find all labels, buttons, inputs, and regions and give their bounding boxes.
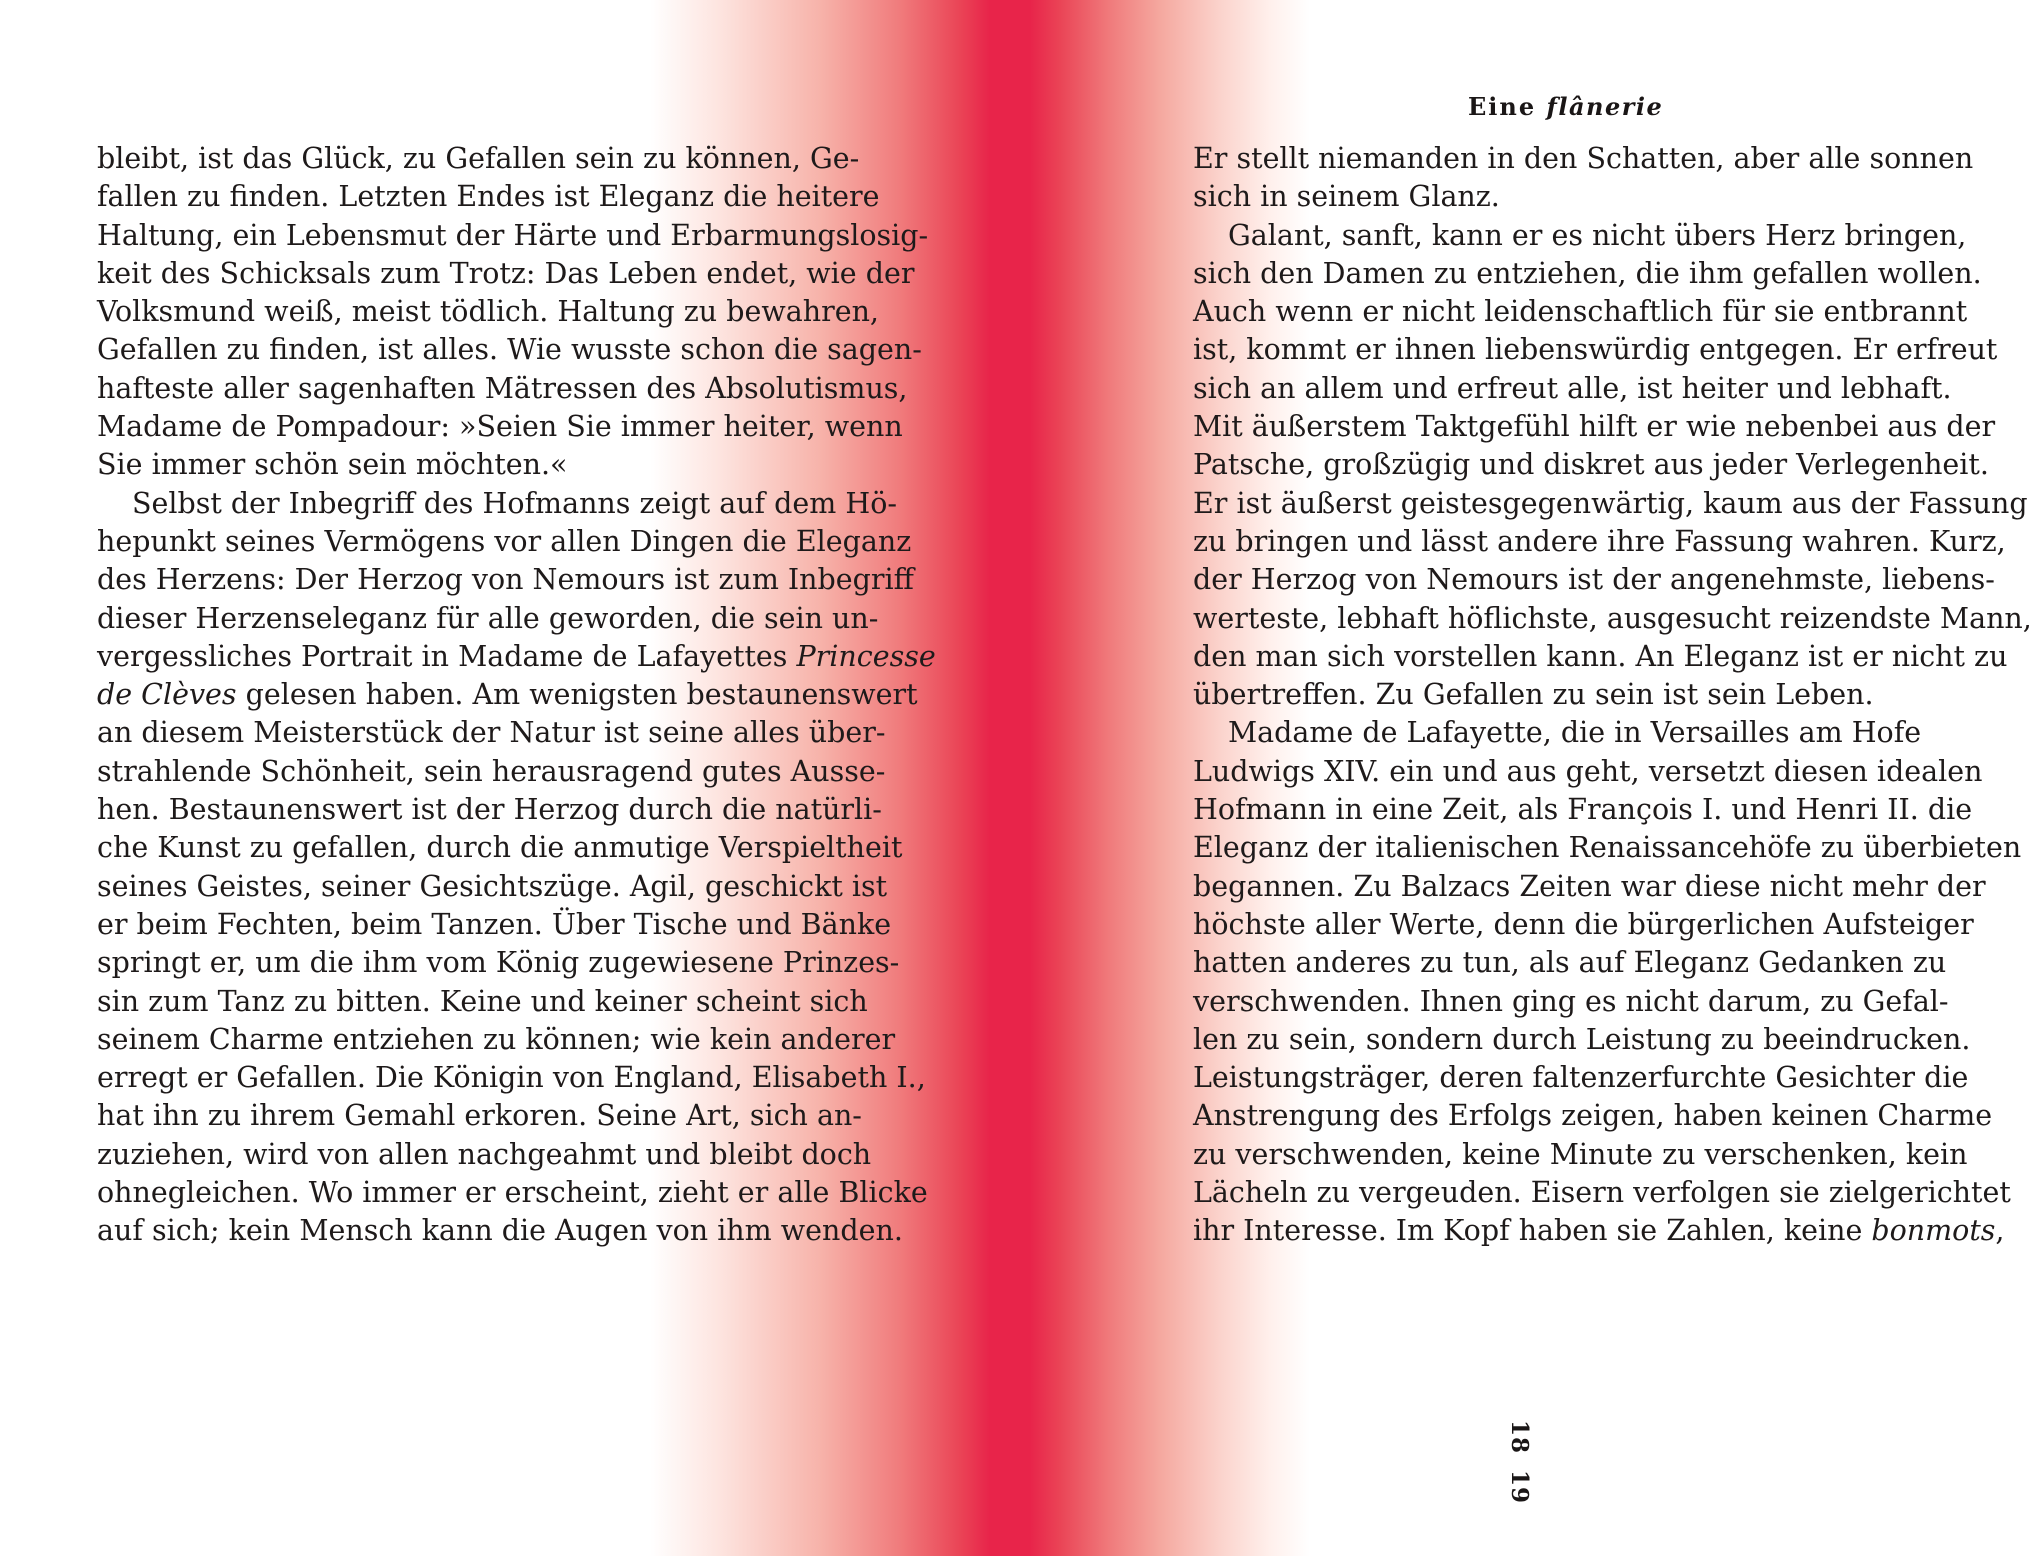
text-line: den man sich vorstellen kann. An Eleganz ist er nicht zu <box>1193 639 2008 673</box>
text-line: hat ihn zu ihrem Gemahl erkoren. Seine Art, sich an- <box>97 1099 862 1133</box>
text-line: Lächeln zu vergeuden. Eisern verfolgen sie zielgerichtet <box>1193 1176 2011 1210</box>
text-line: fallen zu finden. Letzten Endes ist Eleganz die heitere <box>97 180 880 214</box>
page-number-right: 19 <box>1506 1470 1533 1505</box>
text-line: zuziehen, wird von allen nachgeahmt und bleibt doch <box>97 1137 872 1171</box>
text-line: übertreffen. Zu Gefallen zu sein ist sein Leben. <box>1193 678 1874 712</box>
left-page-text <box>97 140 936 1251</box>
running-head-italic: flânerie <box>1546 92 1664 121</box>
page-number-left: 18 <box>1506 1420 1533 1455</box>
text-line: che Kunst zu gefallen, durch die anmutige Verspieltheit <box>97 831 903 865</box>
text-line: Er ist äußerst geistesgegenwärtig, kaum aus der Fassung <box>1193 486 2028 520</box>
text-line: Madame de Lafayette, die in Versailles am Hofe <box>1228 716 1922 750</box>
text-line: hepunkt seines Vermögens vor allen Dingen die Eleganz <box>97 524 912 558</box>
text-line: springt er, um die ihm vom König zugewiesene Prinzes- <box>97 946 900 980</box>
text-line: sin zum Tanz zu bitten. Keine und keiner scheint sich <box>97 984 868 1018</box>
text-line: Selbst der Inbegriff des Hofmanns zeigt auf dem Hö- <box>132 486 898 520</box>
text-line: Leistungsträger, deren faltenzerfurchte Gesichter die <box>1193 1061 1969 1095</box>
text-line: Anstrengung des Erfolgs zeigen, haben keinen Charme <box>1193 1099 1993 1133</box>
text-line: Sie immer schön sein möchten.« <box>97 448 568 482</box>
text-line: sich an allem und erfreut alle, ist heiter und lebhaft. <box>1193 371 1952 405</box>
text-line: Patsche, großzügig und diskret aus jeder Verlegenheit. <box>1193 448 1989 482</box>
text-line: sich in seinem Glanz. <box>1193 180 1500 214</box>
text-line: begannen. Zu Balzacs Zeiten war diese nicht mehr der <box>1193 869 1986 903</box>
text-line: Auch wenn er nicht leidenschaftlich für sie entbrannt <box>1193 295 1968 329</box>
text-line: verschwenden. Ihnen ging es nicht darum, zu Gefal- <box>1193 984 1949 1018</box>
text-line: seines Geistes, seiner Gesichtszüge. Agil, geschickt ist <box>97 869 888 903</box>
text-line: höchste aller Werte, denn die bürgerlichen Aufsteiger <box>1193 907 1974 941</box>
text-line: seinem Charme entziehen zu können; wie kein anderer <box>97 1022 896 1056</box>
text-line: vergessliches Portrait in Madame de Lafayettes Princesse <box>97 639 936 673</box>
text-line: Gefallen zu finden, ist alles. Wie wusste schon die sagen- <box>97 333 922 367</box>
text-line: er beim Fechten, beim Tanzen. Über Tische und Bänke <box>97 907 892 941</box>
text-line: Mit äußerstem Taktgefühl hilft er wie nebenbei aus der <box>1193 410 1996 444</box>
text-line: Hofmann in eine Zeit, als François I. und Henri II. die <box>1193 793 1973 827</box>
text-line: ihr Interesse. Im Kopf haben sie Zahlen, keine bonmots, <box>1193 1214 2005 1248</box>
text-line: ist, kommt er ihnen liebenswürdig entgegen. Er erfreut <box>1193 333 1998 367</box>
text-line: bleibt, ist das Glück, zu Gefallen sein zu können, Ge- <box>97 142 860 175</box>
text-line: Galant, sanft, kann er es nicht übers Herz bringen, <box>1228 218 1967 252</box>
text-line: keit des Schicksals zum Trotz: Das Leben endet, wie der <box>97 256 915 290</box>
page-numbers <box>1506 1420 1533 1504</box>
right-page-text <box>1193 140 2032 1251</box>
running-head-prefix: Eine <box>1468 92 1537 121</box>
text-line: an diesem Meisterstück der Natur ist seine alles über- <box>97 716 886 750</box>
running-head <box>1468 92 1663 121</box>
text-line: hafteste aller sagenhaften Mätressen des Absolutismus, <box>97 371 908 405</box>
text-line: Volksmund weiß, meist tödlich. Haltung zu bewahren, <box>97 295 879 329</box>
text-line: len zu sein, sondern durch Leistung zu beeindrucken. <box>1193 1022 1971 1056</box>
text-line: Ludwigs XIV. ein und aus geht, versetzt diesen idealen <box>1193 754 1983 788</box>
text-line: erregt er Gefallen. Die Königin von England, Elisabeth I., <box>97 1061 926 1095</box>
text-line: hatten anderes zu tun, als auf Eleganz Gedanken zu <box>1193 946 1947 980</box>
text-line: de Clèves gelesen haben. Am wenigsten bestaunenswert <box>97 678 918 712</box>
text-line: zu verschwenden, keine Minute zu verschenken, kein <box>1193 1137 1968 1171</box>
text-line: werteste, lebhaft höflichste, ausgesucht reizendste Mann, <box>1193 601 2032 635</box>
text-line: Haltung, ein Lebensmut der Härte und Erbarmungslosig- <box>97 218 929 252</box>
text-line: Eleganz der italienischen Renaissancehöfe zu überbieten <box>1193 831 2022 865</box>
text-line: der Herzog von Nemours ist der angenehmste, liebens- <box>1193 563 1995 597</box>
text-line: strahlende Schönheit, sein herausragend gutes Ausse- <box>97 754 886 788</box>
text-line: zu bringen und lässt andere ihre Fassung wahren. Kurz, <box>1193 524 2006 558</box>
text-line: Madame de Pompadour: »Seien Sie immer heiter, wenn <box>97 410 903 444</box>
text-line: hen. Bestaunenswert ist der Herzog durch die natürli- <box>97 793 882 827</box>
text-line: ohnegleichen. Wo immer er erscheint, zieht er alle Blicke <box>97 1176 928 1210</box>
text-line: Er stellt niemanden in den Schatten, aber alle sonnen <box>1193 142 1974 175</box>
text-line: auf sich; kein Mensch kann die Augen von ihm wenden. <box>97 1214 903 1248</box>
text-line: des Herzens: Der Herzog von Nemours ist zum Inbegriff <box>97 563 914 597</box>
text-line: dieser Herzenseleganz für alle geworden, die sein un- <box>97 601 879 635</box>
text-line: sich den Damen zu entziehen, die ihm gefallen wollen. <box>1193 256 1982 290</box>
